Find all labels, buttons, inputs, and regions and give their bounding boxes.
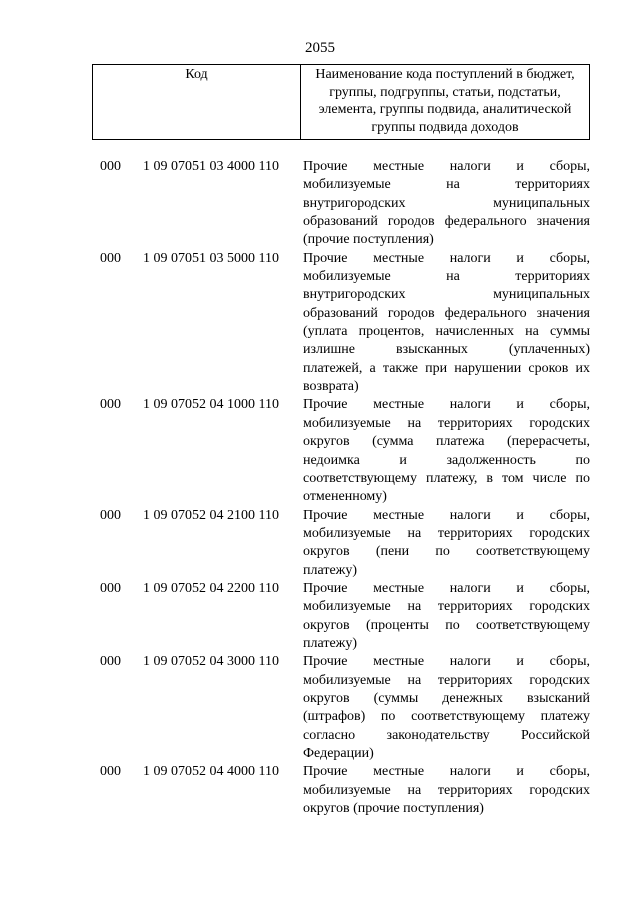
income-name-line: платежу): [303, 635, 357, 651]
income-name: [303, 653, 590, 763]
income-code: 1 09 07052 04 3000 110: [143, 654, 279, 670]
income-name-line: (прочие поступления): [303, 232, 434, 248]
income-name-line: Прочие местные налоги и сборы,: [303, 654, 590, 670]
income-name: [303, 396, 590, 506]
income-name-line: внутригородских муниципальных: [303, 195, 590, 211]
admin-code: 000: [100, 654, 121, 670]
admin-code: 000: [100, 159, 121, 174]
table-row: [100, 580, 590, 653]
income-name: [303, 507, 590, 580]
income-code: 1 09 07052 04 1000 110: [143, 397, 279, 413]
income-name: [303, 580, 590, 653]
income-name-line: мобилизуемые на территориях: [303, 269, 590, 285]
admin-code: 000: [100, 507, 121, 523]
header-name-line: элемента, группы подвида, аналитической: [318, 102, 572, 117]
admin-code: 000: [100, 764, 121, 780]
income-name-line: мобилизуемые на территориях городских: [303, 672, 590, 688]
header-name-cell: [301, 65, 590, 140]
income-name-line: Прочие местные налоги и сборы,: [303, 250, 590, 266]
income-name-line: платежей, а также при нарушении сроков их: [303, 360, 590, 376]
header-code-label: Код: [185, 67, 208, 82]
income-name-line: мобилизуемые на территориях городских: [303, 782, 590, 798]
table-row: [100, 763, 590, 818]
admin-code: 000: [100, 397, 121, 413]
income-name-line: округов (сумма платежа (перерасчеты,: [303, 434, 590, 450]
table-row: [100, 507, 590, 580]
income-name-line: излишне взысканных (уплаченных): [303, 342, 590, 358]
header-code-cell: [93, 65, 301, 140]
income-name-line: округов (пени по соответствующему: [303, 544, 590, 560]
income-name-line: образований городов федерального значения: [303, 305, 590, 321]
income-code: 1 09 07052 04 4000 110: [143, 764, 279, 780]
income-name-line: Прочие местные налоги и сборы,: [303, 159, 590, 174]
table-row: [100, 653, 590, 763]
page-number: 2055: [305, 40, 335, 56]
income-name: [303, 158, 590, 250]
income-name-line: (уплата процентов, начисленных на суммы: [303, 324, 590, 340]
income-name-line: округов (суммы денежных взысканий: [303, 690, 590, 706]
admin-code: 000: [100, 580, 121, 596]
income-name-line: Прочие местные налоги и сборы,: [303, 580, 590, 596]
income-name-line: недоимка и задолженность по: [303, 452, 590, 468]
income-code: 1 09 07052 04 2100 110: [143, 507, 279, 523]
income-name-line: округов (прочие поступления): [303, 801, 484, 817]
income-name-line: мобилизуемые на территориях городских: [303, 599, 590, 615]
header-name-line: Наименование кода поступлений в бюджет,: [315, 67, 575, 82]
income-code: 1 09 07052 04 2200 110: [143, 580, 279, 596]
income-name-line: мобилизуемые на территориях городских: [303, 415, 590, 431]
income-name-line: мобилизуемые на территориях городских: [303, 525, 590, 541]
income-name: [303, 763, 590, 818]
income-code: 1 09 07051 03 4000 110: [143, 159, 279, 174]
table-header: [92, 64, 590, 140]
income-name-line: внутригородских муниципальных: [303, 287, 590, 303]
income-name-line: образований городов федерального значения: [303, 214, 590, 230]
header-name-line: группы подвида доходов: [371, 119, 519, 135]
income-name-line: округов (проценты по соответствующему: [303, 617, 590, 633]
income-name-line: (штрафов) по соответствующему платежу: [303, 709, 590, 725]
table-row: [100, 158, 590, 250]
admin-code: 000: [100, 250, 121, 266]
income-name-line: платежу): [303, 562, 357, 578]
income-name-line: отмененному): [303, 489, 387, 505]
income-name-line: Прочие местные налоги и сборы,: [303, 507, 590, 523]
income-code: 1 09 07051 03 5000 110: [143, 250, 279, 266]
table-row: [100, 250, 590, 397]
header-name-line: группы, подгруппы, статьи, подстатьи,: [329, 84, 561, 100]
income-name-line: Прочие местные налоги и сборы,: [303, 764, 590, 780]
income-name-line: мобилизуемые на территориях: [303, 177, 590, 193]
income-name-line: соответствующему платежу, в том числе по: [303, 470, 590, 486]
code-list: [100, 158, 590, 818]
table-row: [100, 396, 590, 506]
income-name-line: Федерации): [303, 746, 374, 761]
income-name: [303, 250, 590, 397]
income-name-line: согласно законодательству Российской: [303, 727, 590, 743]
income-name-line: возврата): [303, 379, 359, 395]
income-name-line: Прочие местные налоги и сборы,: [303, 397, 590, 413]
